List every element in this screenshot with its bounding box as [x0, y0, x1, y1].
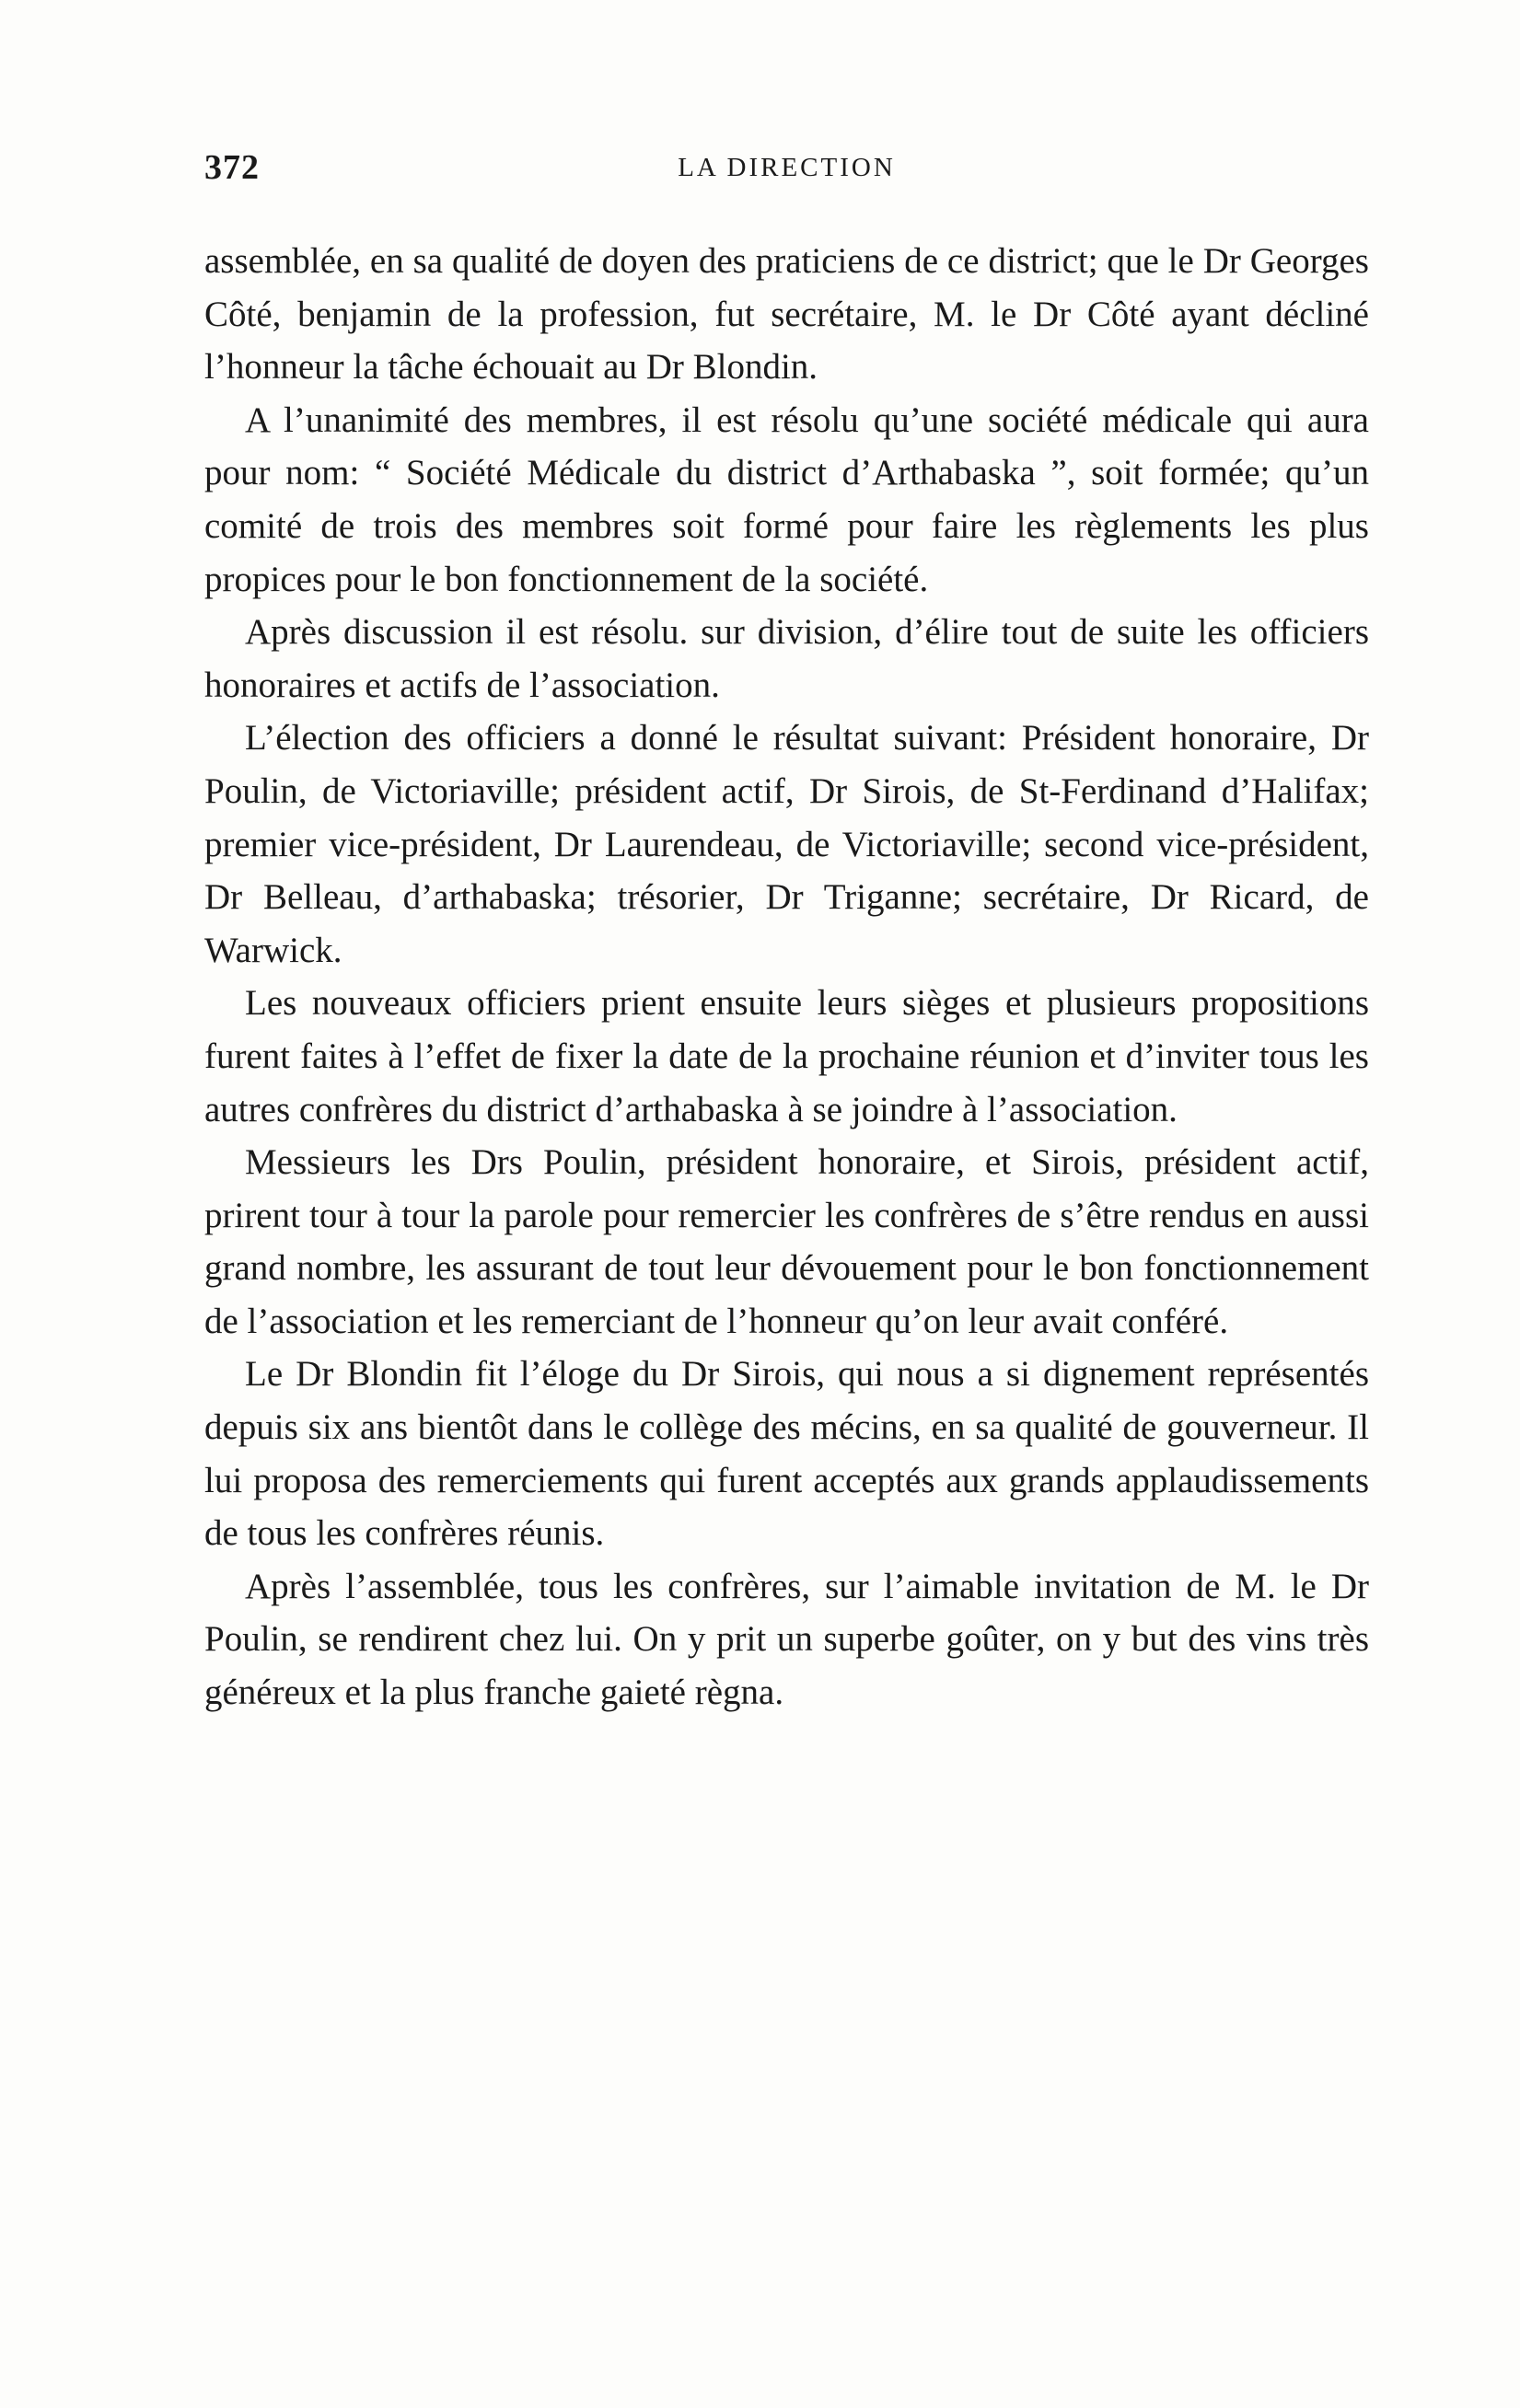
paragraph-election-decision: Après discussion il est résolu. sur division, d’élire tout de suite les officiers honoraires et actifs de l’association. [204, 612, 1369, 705]
running-head [204, 147, 1369, 193]
paragraph-eulogy: Le Dr Blondin fit l’éloge du Dr Sirois, qui nous a si dignement représentés depuis six ans bientôt dans le collège des mécins, en sa qualité de gouverneur. Il lui proposa des remerciements qui furent acceptés aux grands applaudissements de tous les confrères réunis. [204, 1354, 1369, 1554]
paragraph-continuation: assemblée, en sa qualité de doyen des praticiens de ce district; que le Dr Georges Côté, benjamin de la profession, fut secrétaire, M. le Dr Côté ayant décliné l’honneur la tâche échouait au Dr Blondin. [204, 241, 1369, 388]
body-text [204, 235, 1369, 1719]
page-number: 372 [204, 148, 260, 187]
paragraph-new-officers: Les nouveaux officiers prient ensuite leurs sièges et plusieurs propositions furent faites à l’effet de fixer la date de la prochaine réunion et d’inviter tous les autres confrères du district d’arthabaska à se joindre à l’association. [204, 983, 1369, 1129]
paragraph-thanks: Messieurs les Drs Poulin, président honoraire, et Sirois, président actif, prirent tour à tour la parole pour remercier les confrères de s’être rendus en aussi grand nombre, les assurant de tout leur dévouement pour le bon fonctionnement de l’association et les remerciant de l’honneur qu’on leur avait conféré. [204, 1142, 1369, 1341]
paragraph-election-results: L’élection des officiers a donné le résultat suivant: Président honoraire, Dr Poulin, de Victoriaville; président actif, Dr Sirois, de St-Ferdinand d’Halifax; premier vice-président, Dr Laurendeau, de Victoriaville; second vice-président, Dr Belleau, d’arthabaska; trésorier, Dr Triganne; secrétaire, Dr Ricard, de Warwick. [204, 718, 1369, 970]
running-title: LA DIRECTION [678, 153, 896, 182]
paragraph-society-formation: A l’unanimité des membres, il est résolu qu’une société médicale qui aura pour nom: “ Société Médicale du district d’Arthabaska ”, soit formée; qu’un comité de trois des membres soit formé pour faire les règlements les plus propices pour le bon fonctionnement de la société. [204, 399, 1369, 599]
paragraph-reception: Après l’assemblée, tous les confrères, sur l’aimable invitation de M. le Dr Poulin, se rendirent chez lui. On y prit un superbe goûter, on y but des vins très généreux et la plus franche gaieté règna. [204, 1566, 1369, 1713]
